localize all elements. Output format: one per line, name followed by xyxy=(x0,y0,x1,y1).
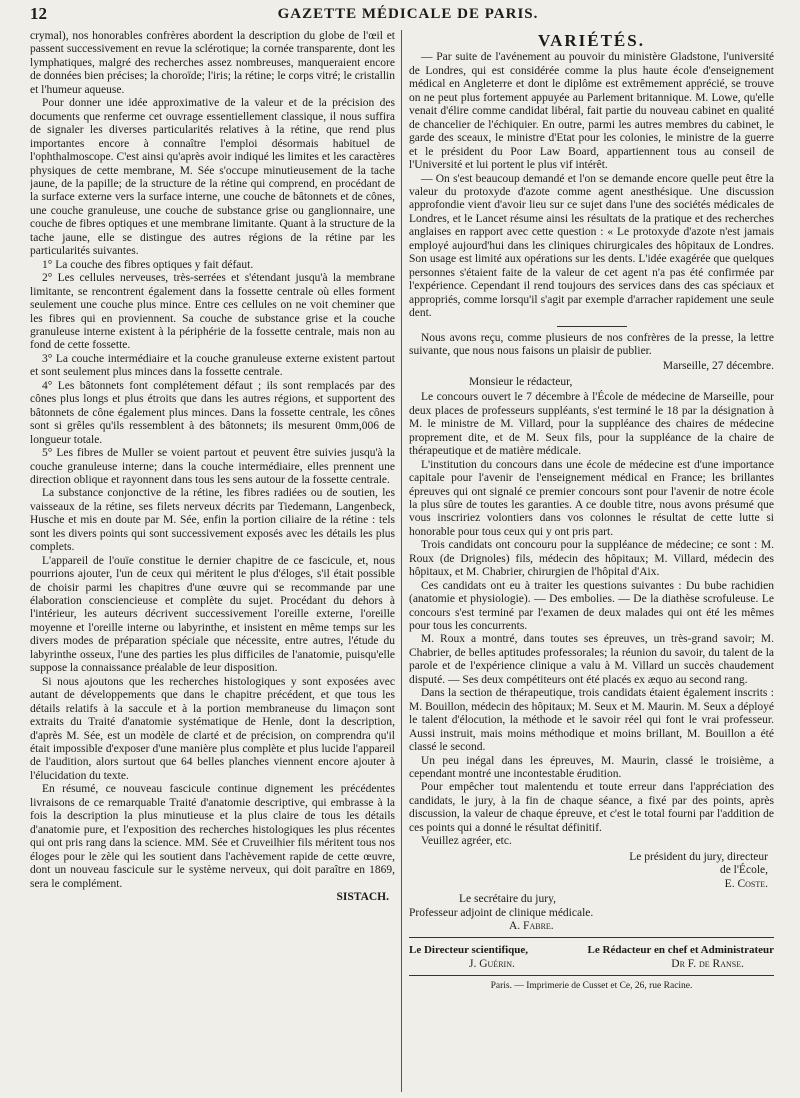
paragraph: Nous avons reçu, comme plusieurs de nos confrères de la presse, la lettre suivante, que nous nous faisons un plaisir de publier. xyxy=(409,331,774,357)
paragraph: Trois candidats ont concouru pour la suppléance de médecine; ce sont : M. Roux (de Drignoles) fils, médecin des hôpitaux; M. Villard, médecin des hôpitaux, et M. Chabrier, chirurgien de l'hôpital d'Aix. xyxy=(409,539,774,579)
paragraph: L'appareil de l'ouïe constitue le dernier chapitre de ce fascicule, et, nous pourrions ajouter, l'un de ceux qui méritent le plus d'éloges, s'il était possible de choisir parmi les chapitres d'une œuvre qui se recommande par une élaboration consciencieuse et complète du sujet. Procédant du dehors à l'intérieur, les auteurs décrivent successivement l'oreille externe, l'oreille moyenne et l'oreille interne ou labyrinthe, et insistent en même temps sur les divers modes de préparation spéciale que nécessite, entre autres, l'étude du labyrinthe osseux, l'une des parties les plus difficiles de l'anatomie, puisqu'elle suppose la connaissance préalable de leur disposition. xyxy=(30,554,395,675)
editor-in-chief-name: Dr F. de Ranse. xyxy=(671,957,744,970)
scientific-director-name: J. Guérin. xyxy=(469,957,515,970)
section-title: VARIÉTÉS. xyxy=(538,31,645,50)
president-signature xyxy=(409,851,774,891)
right-column xyxy=(409,30,774,1094)
credits-roles xyxy=(409,944,774,957)
paragraph: Si nous ajoutons que les recherches histologiques y sont exposées avec autant de développements que dans le chapitre précédent, et que tous les détails relatifs à la saccule et à la portion membraneuse du limaçon sont extraits du Traité d'anatomie systématique de Henle, dont la description, d'après M. Sée, est un modèle de clarté et de précision, on comprendra qu'il était impossible d'exposer d'une manière plus complète et plus lucide l'appareil de l'audition, alors surtout que 64 belles planches viennent encore ajouter à l'élucidation du texte. xyxy=(30,675,395,782)
divider xyxy=(409,937,774,938)
page-number: 12 xyxy=(30,4,47,23)
paragraph: — Par suite de l'avénement au pouvoir du ministère Gladstone, l'université de Londres, qui est considérée comme la plus haute école d'enseignement médical en Angleterre et dont le diplôme est extrêmement apprécié, se trouve on ne peut plus fortement appuyée au Parlement britannique. M. Lowe, qu'elle venait d'élire comme candidat libéral, fait partie du nouveau cabinet en qualité de chancelier de l'échiquier. En outre, parmi les autres membres du cabinet, le garde des sceaux, le ministre d'Etat pour les colonies, le ministre de la guerre et le président du Poor Law Board, appartiennent tous au conseil de l'Université et lui portent le plus vif intérêt. xyxy=(409,51,774,172)
paragraph: 2° Les cellules nerveuses, très-serrées et s'étendant jusqu'à la membrane limitante, se rencontrent également dans la fossette centrale où elles forment seulement une couche plus mince. Entre ces cellules on ne voit cheminer que les fibres qui en proviennent. Sa couche de substance grise et la couche granuleuse interne existent à la périphérie de la fossette centrale, mais non au fond de cette fossette. xyxy=(30,272,395,352)
paragraph: crymal), nos honorables confrères abordent la description du globe de l'œil et passent successivement en revue la sclérotique; la cornée transparente, dont les lymphatiques, malgré des recherches assez nombreuses, manqueraient encore de données bien précises; la choroïde; l'iris; la rétine; le corps vitré; le cristallin et l'humeur aqueuse. xyxy=(30,30,395,96)
paragraph: — On s'est beaucoup demandé et l'on se demande encore quelle peut être la valeur du protoxyde d'azote comme agent anesthésique. Une discussion approfondie vient d'avoir lieu sur ce sujet dans l'une des sociétés médicales de Londres, et le Lancet résume ainsi les résultats de la pratique et des recherches anglaises en rapport avec cette question : « Le protoxyde d'azote n'est jamais employé aujourd'hui dans les cliniques chirurgicales des hôpitaux de Londres. Son usage est limité aux opérations sur les dents. L'idée exagérée que quelques personnes s'étaient faite de la valeur de cet agent n'a pas été confirmée par l'expérience. Cependant il rend toujours des services dans des cas spéciaux et appropriés, comme lorsqu'il s'agit par exemple d'arracher rapidement une seule dent. xyxy=(409,172,774,320)
secretary-title: Le secrétaire du jury, xyxy=(459,893,556,906)
paragraph: M. Roux a montré, dans toutes ses épreuves, un très-grand savoir; M. Chabrier, de belles aptitudes professorales; la réunion du savoir, du talent de la parole et de l'expérience clinique a valu à M. Villard un succès chaudement disputé. — Ses deux compétiteurs ont été placés ex æquo au second rang. xyxy=(409,633,774,686)
letter-closing: Veuillez agréer, etc. xyxy=(421,835,512,848)
paragraph: 4° Les bâtonnets font complétement défaut ; ils sont remplacés par des cônes plus longs et plus étroits que dans les autres régions, et supportent des bâtonnets de cône également plus minces. Dans la fossette centrale, les cônes sont si grêles qu'ils ressemblent à des bâtonnets; ils mesurent 0mm,006 de longueur totale. xyxy=(30,379,395,446)
paragraph: Le concours ouvert le 7 décembre à l'École de médecine de Marseille, pour deux places de professeurs suppléants, s'est terminé le 18 par la désignation à M. le ministre de M. Villard, pour la suppléance des chaires de médecine proprement dite, et de M. Seux fils, pour la suppléance de la chaire de thérapeutique et de matière médicale. xyxy=(409,391,774,458)
president-name: E. Coste. xyxy=(724,877,768,890)
president-title: Le président du jury, directeur xyxy=(629,850,768,863)
editor-in-chief-label: Le Rédacteur en chef et Administrateur xyxy=(587,944,774,957)
paragraph: 5° Les fibres de Muller se voient partout et peuvent être suivies jusqu'à la couche granuleuse interne; dans la couche intermédiaire, elles prennent une direction oblique et rayonnent dans tous les sens autour de la fossette centrale. xyxy=(30,447,395,486)
masthead-title: GAZETTE MÉDICALE DE PARIS. xyxy=(277,6,539,22)
paragraph: 1° La couche des fibres optiques y fait défaut. xyxy=(42,258,254,271)
paragraph: La substance conjonctive de la rétine, les fibres radiées ou de soutien, les vaisseaux de la rétine, ses filets nerveux décrits par Tiedemann, Langenbeck, Husche et mis en doute par M. Sée, enfin la portion ciliaire de la rétine : tels sont les divers points qui sont successivement exposés avec les détails les plus complets. xyxy=(30,487,395,554)
printer-line: Paris. — Imprimerie de Cusset et Ce, 26, rue Racine. xyxy=(490,981,693,992)
secretary-name: A. Fabre. xyxy=(509,920,554,932)
paragraph: Un peu inégal dans les épreuves, M. Maurin, classé le troisième, a cependant montré une incontestable érudition. xyxy=(409,754,774,781)
paragraph: En résumé, ce nouveau fascicule continue dignement les précédentes livraisons de ce remarquable Traité d'anatomie descriptive, qui embrasse à la fois la description la plus minutieuse et la plus claire de tous les détails d'anatomie pure, et l'exposition des recherches histologiques les plus récentes qui ont pris rang dans la science. MM. Sée et Cruveilhier fils méritent tous nos éloges pour le zèle qui les soutient dans l'achèvement rapide de cette œuvre, dont un nouveau fascicule sur le système nerveux, qui doit paraître en 1869, sera le complément. xyxy=(30,783,395,890)
secretary-title-2: Professeur adjoint de clinique médicale. xyxy=(409,906,594,919)
credits-names xyxy=(409,958,774,971)
paragraph: Dans la section de thérapeutique, trois candidats étaient également inscrits : M. Bouillon, médecin des hôpitaux; M. Seux et M. Maurin. M. Seux a déployé le talent d'élocution, la méthode et le savoir réel qui font le vrai professeur. Aussi instruit, mais moins méthodique et moins brillant, M. Bouillon a été classé le second. xyxy=(409,687,774,754)
paragraph: Ces candidats ont eu à traiter les questions suivantes : Du bube rachidien (anatomie et physiologie). — Des embolies. — De la diathèse scrofuleuse. Le concours s'est terminé par l'examen de deux malades qui ont été les mêmes pour tous les concurrents. xyxy=(409,579,774,633)
divider xyxy=(409,975,774,976)
column-divider xyxy=(401,30,402,1092)
footer-credits xyxy=(409,944,774,971)
paragraph: L'institution du concours dans une école de médecine est d'une importance capitale pour l'avenir de l'enseignement médical en France; les brillantes épreuves qui ont signalé ce premier concours sont pour l'avenir de notre école la plus sûre de toutes les garanties. A ce double titre, nous avons présumé que vous inscririez volontiers dans vos colonnes le résultat de cette lutte si honorable pour tous ceux qui y ont pris part. xyxy=(409,458,774,538)
paragraph: Pour donner une idée approximative de la valeur et de la précision des documents que renferme cet ouvrage essentiellement classique, il nous suffira de signaler les diverses particularités relatives à la rétine, que rend plus importantes encore à connaître l'emploi désormais habituel de l'ophthalmoscope. C'est ainsi qu'après avoir indiqué les limites et les caractères physiques de cette membrane, M. Sée s'occupe minutieusement de la tache jaune, de la papille; de la structure de la rétine qui comprend, en procédant de la surface externe vers la surface interne, une couche de bâtonnets et de cônes, une couche granuleuse, une couche de substance grise ou ganglionnaire, une couche de fibres optiques et une membrane limitante. Quant à la structure de la tache jaune, elle se distingue des autres régions de la rétine par les particularités suivantes. xyxy=(30,97,395,258)
paragraph: Pour empêcher tout malentendu et toute erreur dans l'appréciation des candidats, le jury, à la fin de chaque séance, a fixé par des points, après discussion, la valeur de chaque épreuve, et c'est le total fourni par l'addition de ces points qui a donné le résultat définitif. xyxy=(409,781,774,834)
divider xyxy=(557,326,627,327)
scientific-director-label: Le Directeur scientifique, xyxy=(409,944,529,957)
letter-greeting: Monsieur le rédacteur, xyxy=(469,375,573,388)
article-signature: SISTACH. xyxy=(336,891,389,903)
president-title-2: de l'École, xyxy=(719,864,768,877)
letter-date: Marseille, 27 décembre. xyxy=(662,360,774,373)
secretary-signature xyxy=(409,893,774,933)
page-header xyxy=(30,4,786,26)
paragraph: 3° La couche intermédiaire et la couche granuleuse externe existent partout et sont seulement plus minces dans la fossette centrale. xyxy=(30,352,395,379)
left-column xyxy=(30,30,395,1094)
